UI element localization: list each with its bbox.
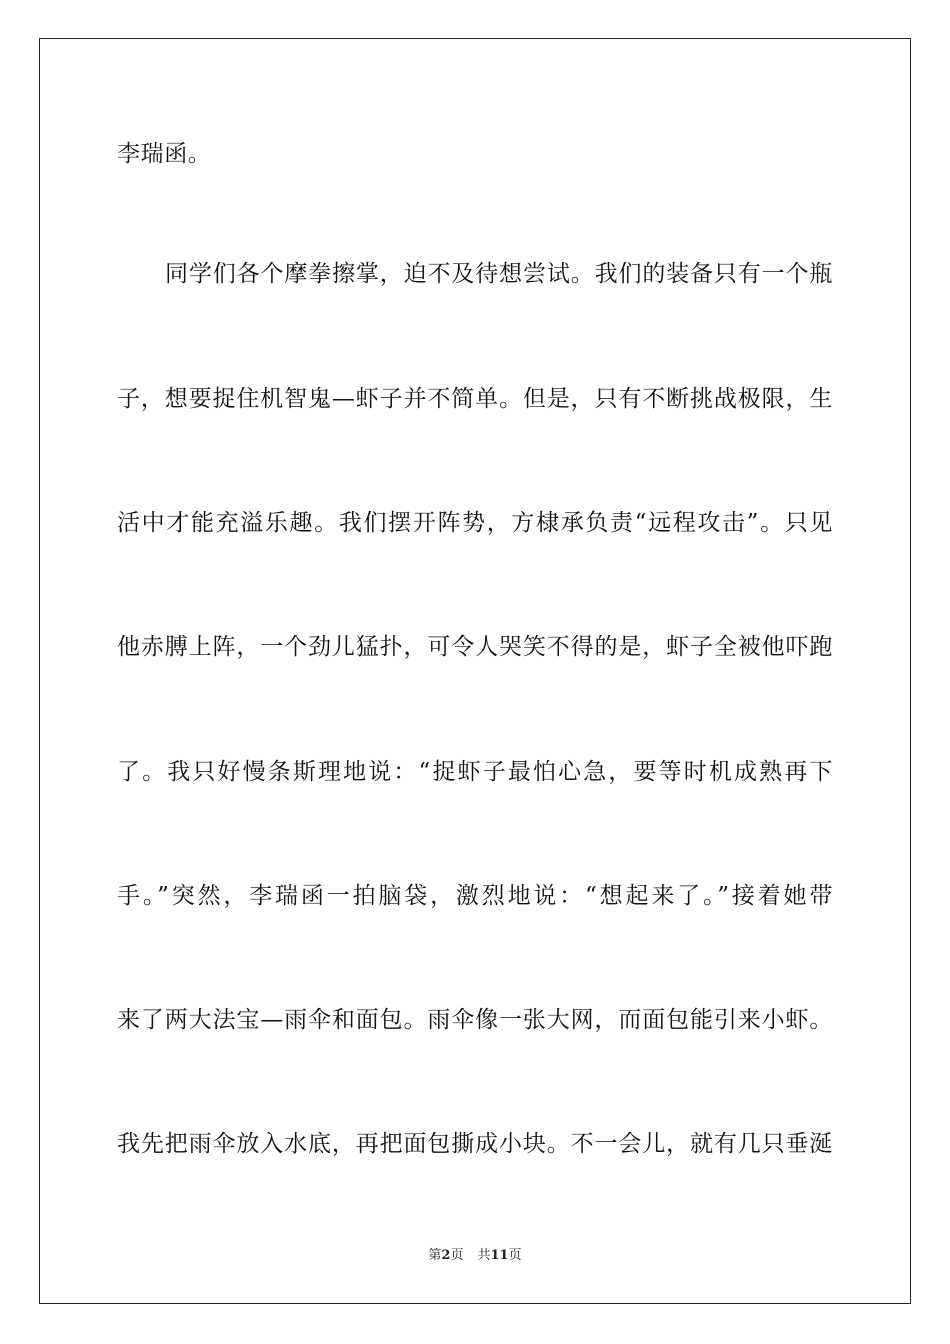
text-line: 我先把雨伞放入水底，再把面包撕成小块。不一会儿，就有几只垂涎 bbox=[117, 1131, 833, 1157]
text-line: 了。我只好慢条斯理地说：“捉虾子最怕心急，要等时机成熟再下 bbox=[117, 759, 833, 785]
text-line: 他赤膊上阵，一个劲儿猛扑，可令人哭笑不得的是，虾子全被他吓跑 bbox=[117, 634, 833, 660]
page-footer bbox=[0, 1247, 950, 1265]
text-line: 同学们各个摩拳擦掌，迫不及待想尝试。我们的装备只有一个瓶 bbox=[165, 261, 833, 287]
page-number-prefix: 第 bbox=[428, 1248, 442, 1263]
text-line: 手。”突然，李瑞函一拍脑袋，激烈地说：“想起来了。”接着她带 bbox=[117, 883, 833, 909]
text-line: 李瑞函。 bbox=[117, 141, 212, 167]
page-number-suffix: 页 bbox=[450, 1248, 464, 1263]
total-pages-prefix: 共 bbox=[477, 1248, 491, 1263]
page-border bbox=[39, 38, 911, 1304]
page-number: 2 bbox=[441, 1248, 451, 1263]
text-line: 来了两大法宝—雨伞和面包。雨伞像一张大网，而面包能引来小虾。 bbox=[117, 1007, 833, 1033]
text-line: 子，想要捉住机智鬼—虾子并不简单。但是，只有不断挑战极限，生 bbox=[117, 386, 833, 412]
total-pages: 11 bbox=[490, 1248, 509, 1263]
total-pages-suffix: 页 bbox=[508, 1248, 522, 1263]
text-line: 活中才能充溢乐趣。我们摆开阵势，方棣承负责“远程攻击”。只见 bbox=[117, 510, 833, 536]
